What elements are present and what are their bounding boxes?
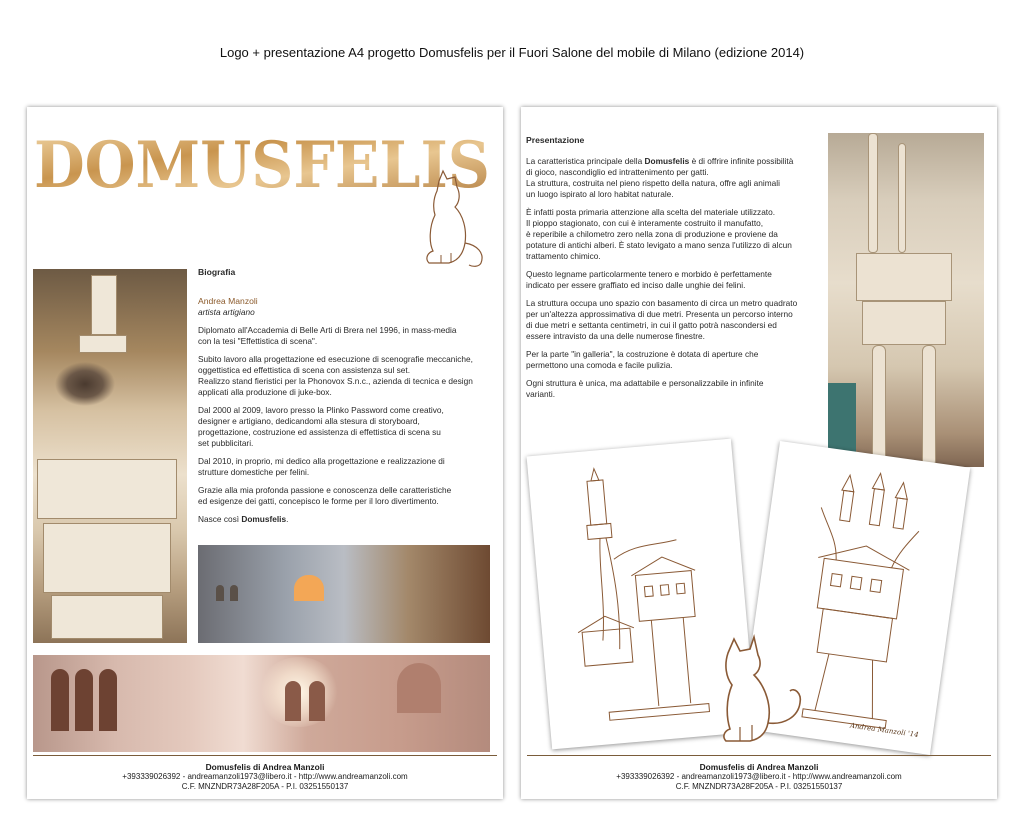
- cat-tree-photo: [33, 269, 187, 643]
- artist-signature: Andrea Manzoli '14: [849, 721, 920, 740]
- footer-fiscal: C.F. MNZNDR73A28F205A - P.I. 03251550137: [181, 782, 349, 791]
- author-role: artista artigiano: [198, 307, 255, 317]
- footer-title: Domusfelis di Andrea Manzoli: [205, 762, 325, 772]
- presentazione-heading: Presentazione: [526, 135, 585, 145]
- pres-paragraph: Ogni struttura è unica, ma adattabile e personalizzabile in infinite varianti.: [526, 378, 764, 399]
- brand-name: Domusfelis: [644, 156, 690, 166]
- logo-wordmark: DOMUSFELIS: [34, 128, 490, 201]
- bio-paragraph: Subito lavoro alla progettazione ed esecuzione di scenografie meccaniche, oggettistica ed effettistica di scena con assistenza sul set. Realizzo stand fieristici per la Phonovox S.n.c., azienda di tecnica e design applicati alla produzione di juke-box.: [198, 354, 473, 397]
- page-presentazione: [521, 107, 997, 799]
- interior-photo: [33, 655, 490, 752]
- footer-contacts: +393339026392 - andreamanzoli1973@libero.it - http://www.andreamanzoli.com: [122, 772, 408, 781]
- page-footer: [33, 755, 497, 799]
- cat-sketch-icon: [704, 627, 814, 747]
- detail-photo: [198, 545, 490, 643]
- footer-title: Domusfelis di Andrea Manzoli: [699, 762, 819, 772]
- page-biografia: [27, 107, 503, 799]
- page-caption: Logo + presentazione A4 progetto Domusfelis per il Fuori Salone del mobile di Milano (edizione 2014): [219, 45, 805, 60]
- bio-paragraph: Dal 2010, in proprio, mi dedico alla progettazione e realizzazione di strutture domestiche per felini.: [198, 456, 445, 477]
- page-footer: [527, 755, 991, 799]
- brand-name: Domusfelis: [241, 514, 287, 524]
- pres-paragraph: Per la parte "in galleria", la costruzione è dotata di aperture che permettono una comoda e facile pulizia.: [526, 349, 759, 370]
- bio-paragraph: Grazie alla mia profonda passione e conoscenza delle caratteristiche ed esigenze dei gatti, concepisco le forme per il loro divertimento.: [198, 485, 452, 506]
- pres-paragraph: La struttura occupa uno spazio con basamento di circa un metro quadrato per un'altezza approssimativa di due metri. Presenta un percorso interno di due metri e settanta centimetri, in cui il gatto potrà nascondersi ed essere intravisto da una delle numerose finestre.: [526, 298, 798, 341]
- biografia-heading: Biografia: [198, 267, 236, 277]
- pres-paragraph: La caratteristica principale della Domusfelis è di offrire infinite possibilità di gioco, nascondiglio ed intrattenimento per gatti. La struttura, costruita nel pieno rispetto della natura, offre agli animali un luogo ispirato al loro habitat naturale.: [526, 156, 794, 199]
- footer-fiscal: C.F. MNZNDR73A28F205A - P.I. 03251550137: [675, 782, 843, 791]
- author-name: Andrea Manzoli: [198, 296, 258, 306]
- bio-closing: Nasce così Domusfelis.: [198, 514, 289, 524]
- presentazione-section: [526, 135, 824, 407]
- footer-contacts: +393339026392 - andreamanzoli1973@libero.it - http://www.andreamanzoli.com: [616, 772, 902, 781]
- pres-paragraph: Questo legname particolarmente tenero e morbido è perfettamente indicato per essere graffiato ed inciso dalle unghie dei felini.: [526, 269, 772, 290]
- cat-outline-icon: [399, 169, 489, 269]
- bio-paragraph: Dal 2000 al 2009, lavoro presso la Plinko Password come creativo, designer e artigiano, dedicandomi alla stesura di storyboard, progettazione, costruzione ed assistenza di effettistica di scena su set pubblicitari.: [198, 405, 444, 448]
- biografia-section: [198, 267, 498, 532]
- bio-paragraph: Diplomato all'Accademia di Belle Arti di Brera nel 1996, in mass-media con la tesi "Effettistica di scena".: [198, 325, 457, 346]
- pres-paragraph: È infatti posta primaria attenzione alla scelta del materiale utilizzato. Il pioppo stagionato, con cui è interamente costruito il manufatto, è reperibile a chilometro zero nella zona di produzione e proviene da potature di antichi alberi. È stato levigato a mano senza l'utilizzo di alcun trattamento chimico.: [526, 207, 792, 261]
- cat-tree-photo-full: [828, 133, 984, 467]
